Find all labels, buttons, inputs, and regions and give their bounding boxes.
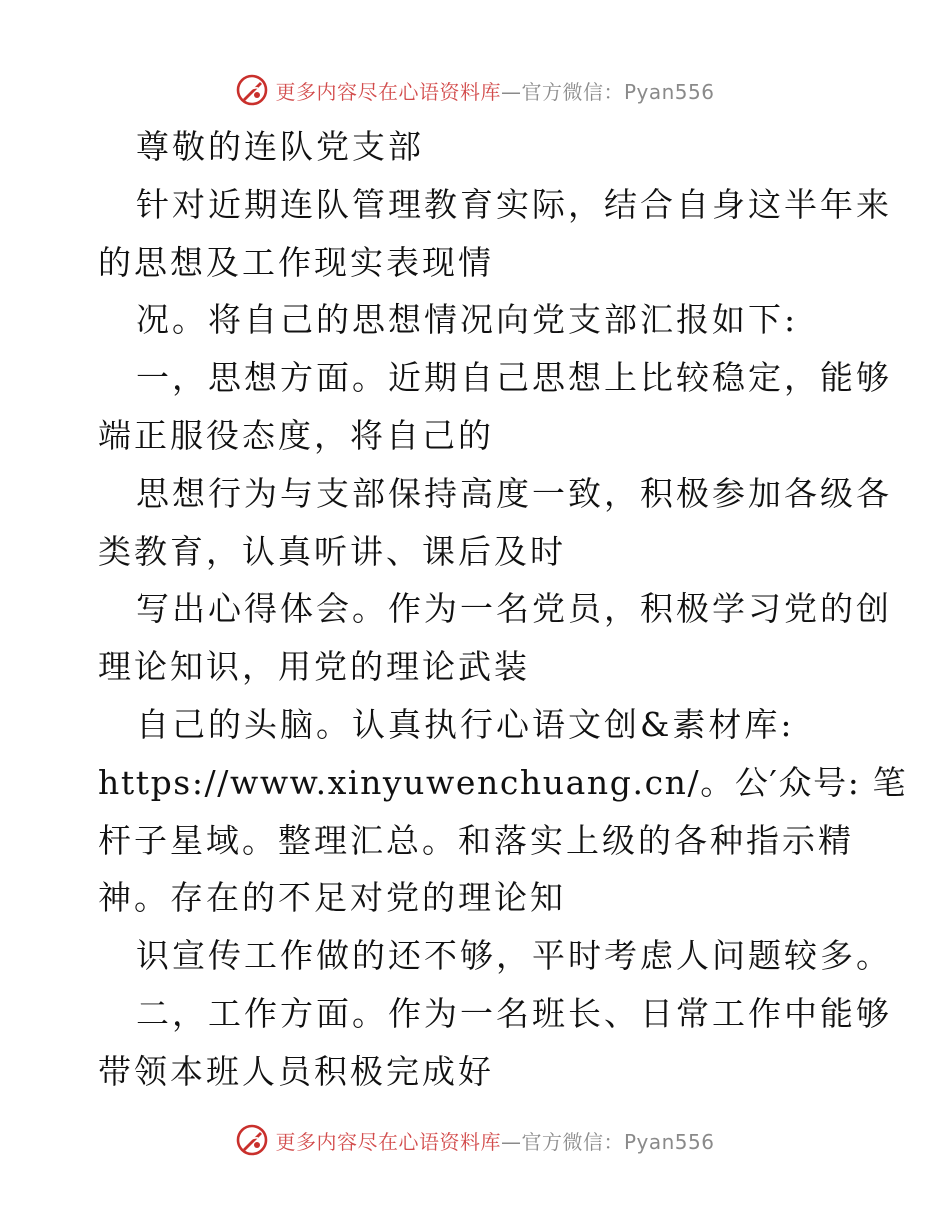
header-banner — [0, 70, 950, 110]
paragraph-line: 理论知识，用党的理论武装 — [98, 647, 530, 687]
paragraph-line: 二，工作方面。作为一名班长、日常工作中能够 — [136, 993, 892, 1033]
paragraph-line: 带领本班人员积极完成好 — [98, 1051, 494, 1091]
document-body — [98, 118, 908, 1101]
paragraph-line: 杆子星域。整理汇总。和落实上级的各种指示精 — [98, 820, 854, 860]
footer-wechat-label: 官方微信：Pyan556 — [521, 1129, 715, 1154]
header-brand-label: 更多内容尽在心语资料库 — [275, 79, 501, 104]
footer-banner — [0, 1120, 950, 1160]
paragraph-line: 一，思想方面。近期自己思想上比较稳定，能够 — [136, 358, 892, 398]
paragraph-line: 类教育，认真听讲、课后及时 — [98, 531, 566, 571]
paragraph-line: 针对近期连队管理教育实际，结合自身这半年来 — [136, 184, 892, 224]
paragraph-line: 端正服役态度，将自己的 — [98, 415, 494, 455]
footer-brand-label: 更多内容尽在心语资料库 — [275, 1129, 501, 1154]
salutation-line: 尊敬的连队党支部 — [136, 127, 424, 166]
header-wechat-label: 官方微信：Pyan556 — [521, 79, 715, 104]
paragraph-line-url: https://www.xinyuwenchuang.cn/。公′众号: 笔 — [98, 762, 908, 802]
paragraph-line: 写出心得体会。作为一名党员，积极学习党的创 — [136, 589, 892, 629]
paragraph-line: 自己的头脑。认真执行心语文创&素材库: — [136, 704, 795, 744]
quill-seal-icon — [235, 73, 269, 107]
quill-seal-icon — [235, 1123, 269, 1157]
paragraph-line: 识宣传工作做的还不够，平时考虑人问题较多。 — [136, 936, 892, 976]
paragraph-line: 况。将自己的思想情况向党支部汇报如下: — [136, 300, 799, 340]
paragraph-line: 思想行为与支部保持高度一致，积极参加各级各 — [136, 473, 892, 513]
footer-separator: — — [500, 1129, 522, 1154]
paragraph-line: 神。存在的不足对党的理论知 — [98, 878, 566, 918]
paragraph-line: 的思想及工作现实表现情 — [98, 242, 494, 282]
footer-brand-text — [275, 1126, 714, 1155]
header-separator: — — [500, 79, 522, 104]
header-brand-text — [275, 76, 714, 105]
